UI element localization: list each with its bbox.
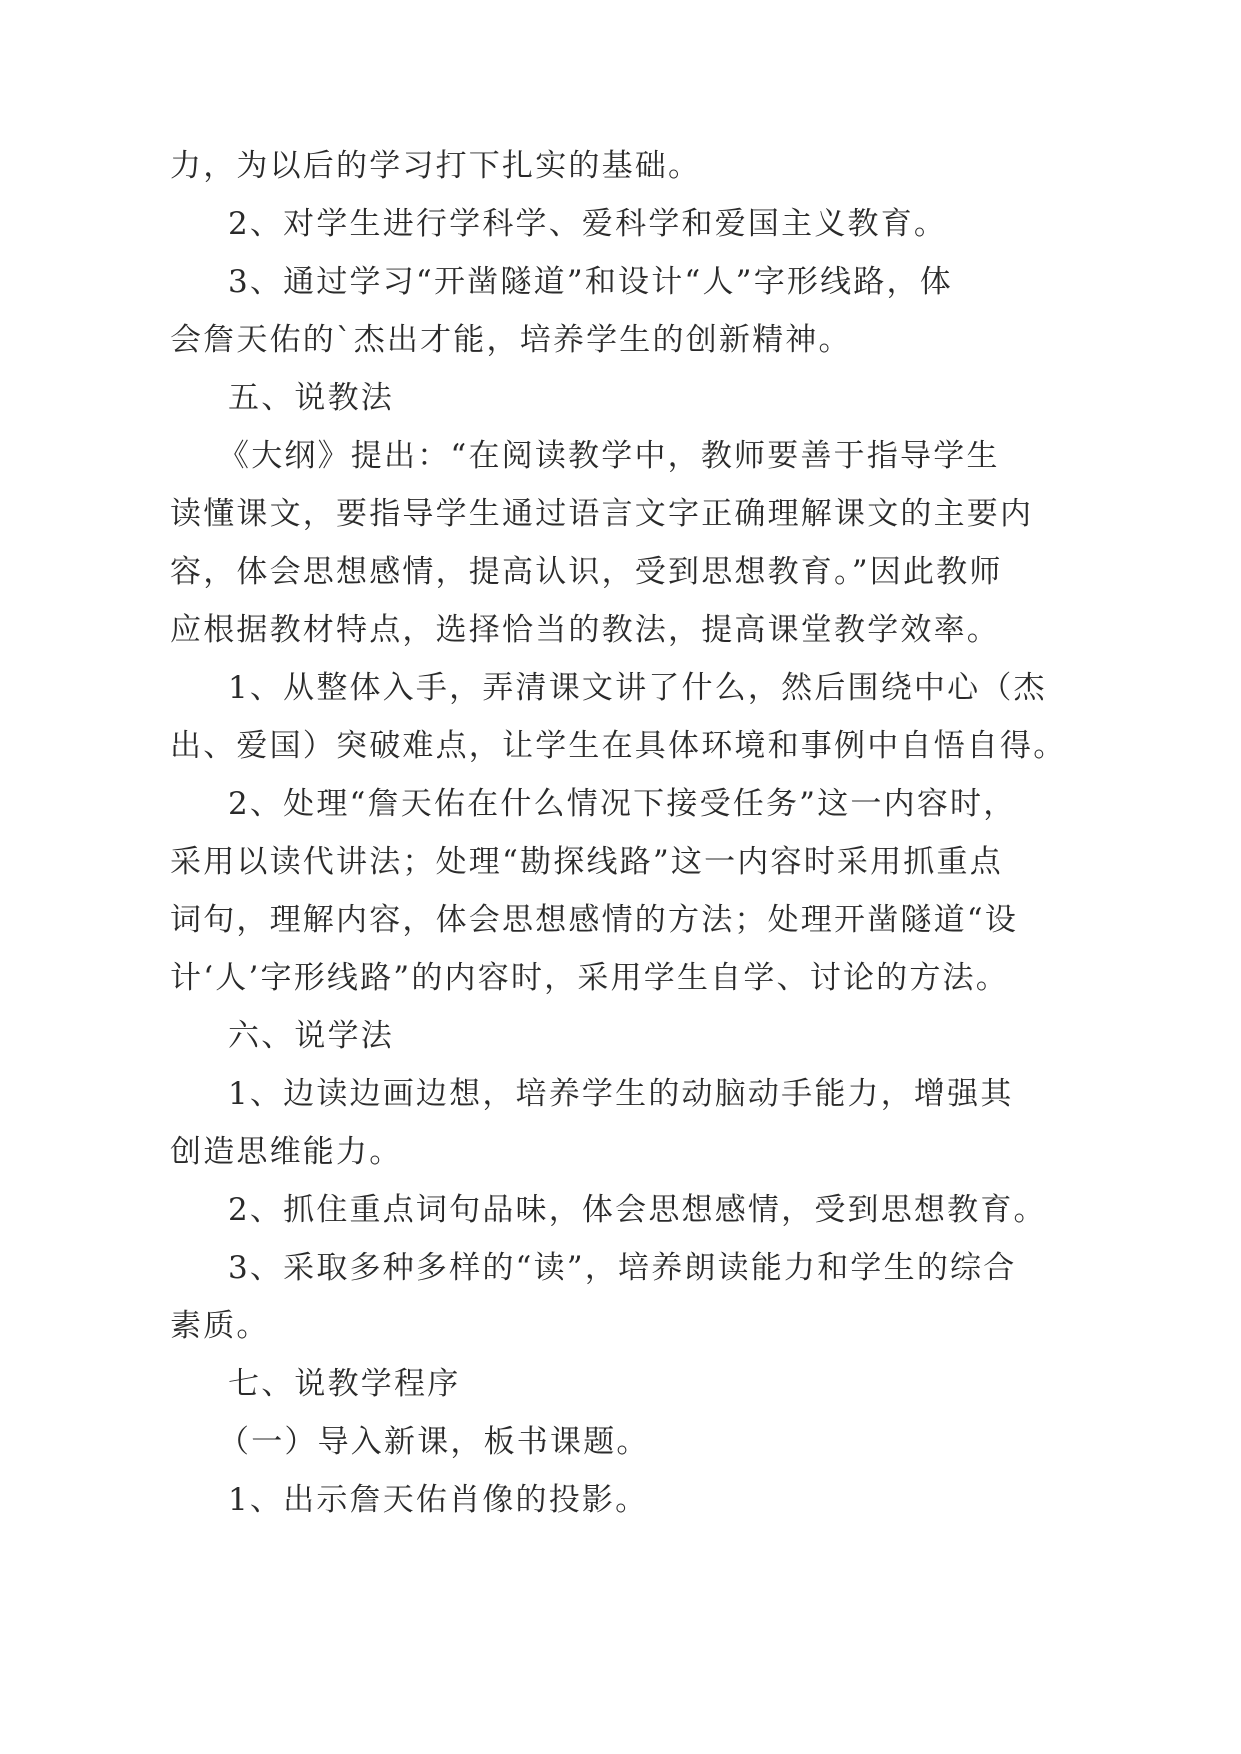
paragraph-line-20: 3、采取多种多样的“读”，培养朗读能力和学生的综合 xyxy=(228,1250,1017,1286)
paragraph-line-4: 会詹天佑的`杰出才能，培养学生的创新精神。 xyxy=(170,322,852,358)
paragraph-line-10: 1、从整体入手，弄清课文讲了什么，然后围绕中心（杰 xyxy=(228,670,1047,706)
section-heading-teaching-procedure: 七、说教学程序 xyxy=(228,1366,461,1402)
paragraph-line-15: 计‘人’字形线路”的内容时，采用学生自学、讨论的方法。 xyxy=(170,960,1009,996)
paragraph-line-13: 采用以读代讲法；处理“勘探线路”这一内容时采用抓重点 xyxy=(170,844,1003,880)
paragraph-line-3: 3、通过学习“开凿隧道”和设计“人”字形线路，体 xyxy=(228,264,953,300)
paragraph-line-24: 1、出示詹天佑肖像的投影。 xyxy=(228,1482,649,1518)
paragraph-line-8: 容，体会思想感情，提高认识，受到思想教育。”因此教师 xyxy=(170,554,1003,590)
section-heading-teaching-method: 五、说教法 xyxy=(228,380,394,416)
paragraph-line-6: 《大纲》提出：“在阅读教学中，教师要善于指导学生 xyxy=(218,438,1000,474)
paragraph-line-11: 出、爱国）突破难点，让学生在具体环境和事例中自悟自得。 xyxy=(170,728,1067,764)
paragraph-line-12: 2、处理“詹天佑在什么情况下接受任务”这一内容时， xyxy=(228,786,1017,822)
paragraph-line-1: 力，为以后的学习打下扎实的基础。 xyxy=(170,148,702,184)
paragraph-line-19: 2、抓住重点词句品味，体会思想感情，受到思想教育。 xyxy=(228,1192,1047,1228)
paragraph-line-9: 应根据教材特点，选择恰当的教法，提高课堂教学效率。 xyxy=(170,612,1000,648)
paragraph-line-17: 1、边读边画边想，培养学生的动脑动手能力，增强其 xyxy=(228,1076,1014,1112)
paragraph-line-14: 词句，理解内容，体会思想感情的方法；处理开凿隧道“设 xyxy=(170,902,1019,938)
paragraph-line-18: 创造思维能力。 xyxy=(170,1134,403,1170)
section-heading-learning-method: 六、说学法 xyxy=(228,1018,394,1054)
subsection-heading-intro: （一）导入新课，板书课题。 xyxy=(218,1424,650,1460)
paragraph-line-2: 2、对学生进行学科学、爱科学和爱国主义教育。 xyxy=(228,206,948,242)
paragraph-line-21: 素质。 xyxy=(170,1308,270,1344)
paragraph-line-7: 读懂课文，要指导学生通过语言文字正确理解课文的主要内 xyxy=(170,496,1034,532)
